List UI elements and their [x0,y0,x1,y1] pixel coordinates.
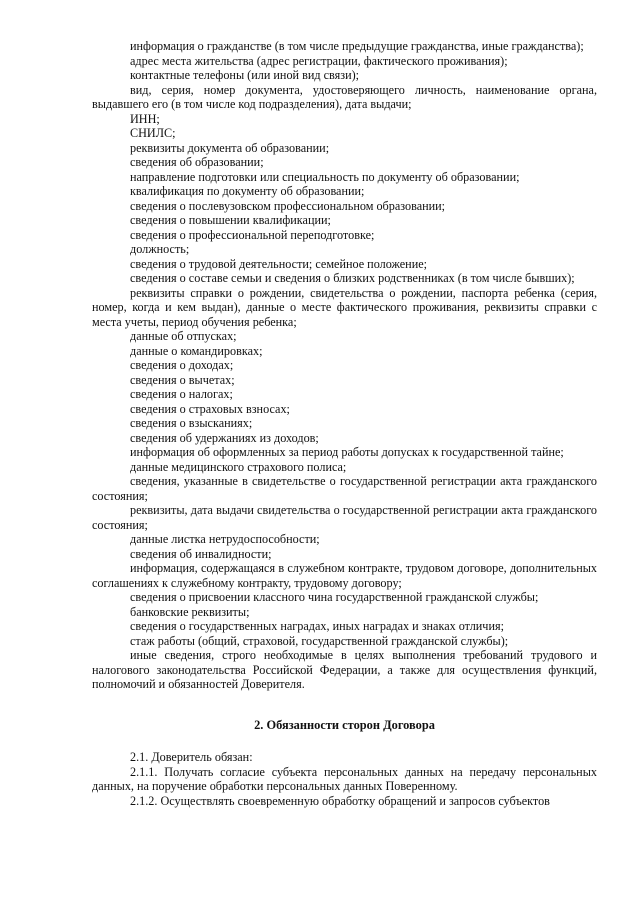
section-heading: 2. Обязанности сторон Договора [254,717,435,732]
list-item: иные сведения, строго необходимые в целях выполнения требований трудового и налогового законодательства Российской Федерации, а также для осуществления функций, полномочий и обязанностей Доверителя. [92,648,597,691]
personal-data-list [92,39,597,692]
list-item: сведения, указанные в свидетельстве о государственной регистрации акта гражданского состояния; [92,474,597,503]
list-item: сведения о страховых взносах; [130,401,290,416]
list-item: сведения о повышении квалификации; [130,213,331,227]
list-item: сведения о налогах; [130,387,233,401]
document-page [92,39,597,808]
list-item: данные о командировках; [130,343,263,358]
list-item: контактные телефоны (или иной вид связи); [130,68,360,82]
list-item: реквизиты справки о рождении, свидетельства о рождении, паспорта ребенка (серия, номер, когда и кем выдан), данные о месте фактического проживания, реквизиты справки с места учеты, период обучения ребенка; [92,285,597,329]
list-item: сведения о присвоении классного чина государственной гражданской службы; [130,590,539,604]
list-item: сведения о профессиональной переподготовке; [130,227,375,242]
list-item: информация о гражданстве (в том числе предыдущие гражданства, иные гражданства); [130,39,584,53]
list-item: вид, серия, номер документа, удостоверяющего личность, наименование органа, выдавшего его (в том числе код подразделения), дата выдачи; [92,82,597,111]
list-item: сведения об инвалидности; [130,546,272,561]
list-item: сведения о доходах; [130,358,234,372]
list-item: сведения о вычетах; [130,372,235,387]
spacer [92,732,597,750]
list-item: сведения о составе семьи и сведения о близких родственниках (в том числе бывших); [130,271,575,285]
list-item: сведения об удержаниях из доходов; [130,430,319,445]
list-item: реквизиты документа об образовании; [130,140,330,155]
list-item: данные листка нетрудоспособности; [130,532,320,546]
list-item: стаж работы (общий, страховой, государственной гражданской службы); [130,633,509,648]
section-body [92,750,597,808]
list-item: ИНН; [130,111,160,126]
list-item: реквизиты, дата выдачи свидетельства о государственной регистрации акта гражданского состояния; [92,503,597,532]
list-item: сведения об образовании; [130,155,264,169]
list-item: информация об оформленных за период работы допусках к государственной тайне; [130,445,564,459]
list-item: направление подготовки или специальность по документу об образовании; [130,169,520,184]
paragraph: 2.1. Доверитель обязан: [130,750,253,764]
paragraph: 2.1.2. Осуществлять своевременную обработку обращений и запросов субъектов [130,793,550,808]
list-item: банковские реквизиты; [130,604,250,619]
list-item: данные медицинского страхового полиса; [130,459,347,474]
list-item: сведения о государственных наградах, иных наградах и знаках отличия; [130,619,504,633]
paragraph: 2.1.1. Получать согласие субъекта персональных данных на передачу персональных данных, на поручение обработки персональных данных Поверенному. [92,764,597,793]
list-item: квалификация по документу об образовании; [130,184,365,198]
list-item: сведения о взысканиях; [130,416,253,430]
list-item: данные об отпусках; [130,329,237,343]
list-item: адрес места жительства (адрес регистрации, фактического проживания); [130,53,508,68]
list-item: информация, содержащаяся в служебном контракте, трудовом договоре, дополнительных соглашениях к служебному контракту, трудовому договору; [92,561,597,590]
list-item: сведения о послевузовском профессиональном образовании; [130,198,446,213]
list-item: должность; [130,242,190,256]
list-item: СНИЛС; [130,126,176,140]
list-item: сведения о трудовой деятельности; семейное положение; [130,256,428,271]
